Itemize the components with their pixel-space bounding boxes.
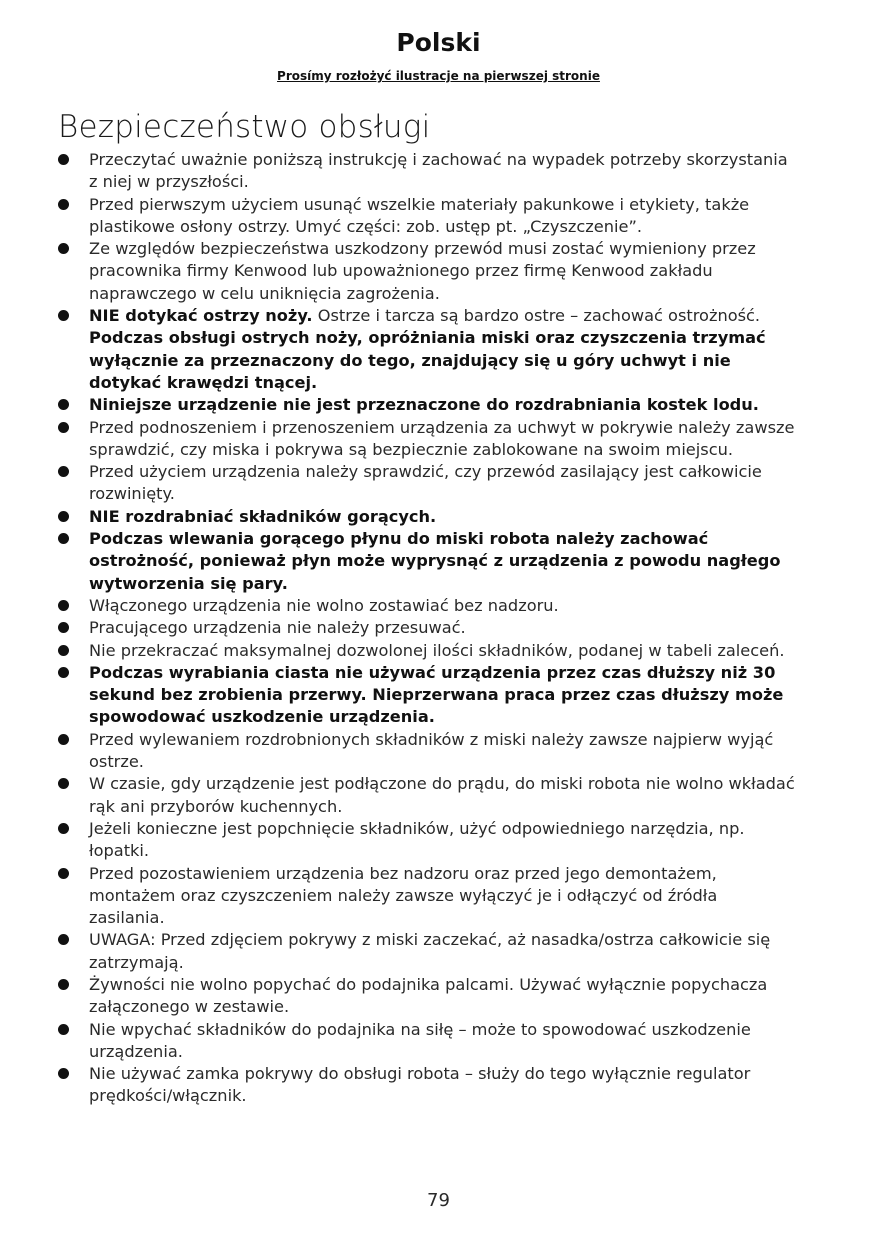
bullet-dot-icon (58, 1068, 69, 1079)
bullet-dot-icon (58, 1024, 69, 1035)
bullet-text: UWAGA: Przed zdjęciem pokrywy z miski zaczekać, aż nasadka/ostrza całkowicie się zatrzymają. (89, 930, 771, 972)
bullet-dot-icon (58, 667, 69, 678)
bullet-dot-icon (58, 154, 69, 165)
bullet-dot-icon (58, 778, 69, 789)
safety-bullet-item (56, 617, 796, 639)
bullet-dot-icon (58, 934, 69, 945)
bullet-text: Przed pozostawieniem urządzenia bez nadzoru oraz przed jego demontażem, montażem oraz czyszczeniem należy zawsze wyłączyć je i odłączyć od źródła zasilania. (89, 863, 718, 928)
bullet-text-bold: Niniejsze urządzenie nie jest przeznaczone do rozdrabniania kostek lodu. (89, 395, 759, 415)
bullet-text: Żywności nie wolno popychać do podajnika palcami. Używać wyłącznie popychacza załączonego w zestawie. (89, 974, 768, 1017)
bullet-text: Przed pierwszym użyciem usunąć wszelkie materiały pakunkowe i etykiety, także plastikowe osłony ostrzy. Umyć części: zob. ustęp pt. „Czyszczenie”. (89, 194, 750, 236)
bullet-dot-icon (58, 422, 69, 433)
bullet-text: Włączonego urządzenia nie wolno zostawiać bez nadzoru. (89, 595, 559, 615)
bullet-dot-icon (58, 399, 69, 410)
safety-bullet-list (56, 149, 796, 1108)
bullet-dot-icon (58, 979, 69, 990)
bullet-dot-icon (58, 645, 69, 656)
safety-bullet-item (56, 1063, 796, 1108)
bullet-dot-icon (58, 511, 69, 522)
safety-bullet-item (56, 773, 796, 818)
bullet-text: Ze względów bezpieczeństwa uszkodzony przewód musi zostać wymieniony przez pracownika firmy Kenwood lub upoważnionego przez firmę Kenwood zakładu naprawczego w celu uniknięcia zagrożenia. (89, 239, 756, 303)
safety-bullet-item (56, 238, 796, 305)
bullet-text: Przed użyciem urządzenia należy sprawdzić, czy przewód zasilający jest całkowicie rozwinięty. (89, 462, 762, 504)
bullet-text: Pracującego urządzenia nie należy przesuwać. (89, 618, 466, 638)
safety-bullet-item (56, 929, 796, 974)
bullet-dot-icon (58, 868, 69, 879)
bullet-text: Jeżeli konieczne jest popchnięcie składników, użyć odpowiedniego narzędzia, np. łopatki. (89, 818, 745, 861)
bullet-text-bold: Podczas wlewania gorącego płynu do miski robota należy zachować ostrożność, ponieważ płyn może wyprysnąć z urządzenia z powodu nagłego wytworzenia się pary. (89, 529, 781, 593)
safety-bullet-item (56, 729, 796, 774)
bullet-text: Nie wpychać składników do podajnika na siłę – może to spowodować uszkodzenie urządzenia. (89, 1019, 751, 1061)
safety-bullet-item (56, 417, 796, 462)
bullet-text: Przed podnoszeniem i przenoszeniem urządzenia za uchwyt w pokrywie należy zawsze sprawdzić, czy miska i pokrywa są bezpiecznie zablokowane na swoim miejscu. (89, 417, 795, 459)
bullet-dot-icon (58, 533, 69, 544)
bullet-text-bold: NIE rozdrabniać składników gorących. (89, 506, 437, 526)
safety-bullet-item (56, 194, 796, 239)
safety-bullet-item (56, 818, 796, 863)
safety-bullet-item (56, 394, 796, 416)
safety-bullet-item (56, 305, 796, 394)
page-number: 79 (427, 1190, 450, 1211)
bullet-text: Przed wylewaniem rozdrobnionych składników z miski należy zawsze najpierw wyjąć ostrze. (89, 729, 774, 772)
safety-bullet-item (56, 640, 796, 662)
bullet-text: Ostrze i tarcza są bardzo ostre – zachować ostrożność. (312, 306, 761, 326)
safety-bullet-item (56, 974, 796, 1019)
safety-bullet-item (56, 506, 796, 528)
bullet-dot-icon (58, 600, 69, 611)
bullet-text: Nie używać zamka pokrywy do obsługi robota – służy do tego wyłącznie regulator prędkości/włącznik. (89, 1064, 751, 1106)
section-title: Bezpieczeństwo obsługi (58, 109, 431, 145)
bullet-text: Nie przekraczać maksymalnej dozwolonej ilości składników, podanej w tabeli zaleceń. (89, 640, 785, 660)
bullet-text: Przeczytać uważnie poniższą instrukcję i zachować na wypadek potrzeby skorzystania z niej w przyszłości. (89, 150, 788, 192)
safety-bullet-item (56, 662, 796, 729)
safety-bullet-item (56, 528, 796, 595)
safety-bullet-item (56, 149, 796, 194)
page-header (0, 26, 877, 84)
bullet-dot-icon (58, 622, 69, 633)
bullet-text-bold: NIE dotykać ostrzy noży. (89, 306, 313, 326)
illustrations-note: Prosímy rozłożyć ilustracje na pierwszej stronie (277, 69, 600, 83)
bullet-dot-icon (58, 243, 69, 254)
safety-bullet-item (56, 863, 796, 930)
bullet-text-bold: Podczas wyrabiania ciasta nie używać urządzenia przez czas dłuższy niż 30 sekund bez zrobienia przerwy. Nieprzerwana praca przez czas dłuższy może spowodować uszkodzenie urządzenia. (89, 662, 784, 727)
bullet-dot-icon (58, 310, 69, 321)
safety-bullet-item (56, 461, 796, 506)
safety-bullet-item (56, 1019, 796, 1064)
bullet-dot-icon (58, 199, 69, 210)
bullet-text: W czasie, gdy urządzenie jest podłączone do prądu, do miski robota nie wolno wkładać rąk ani przyborów kuchennych. (89, 774, 795, 816)
bullet-dot-icon (58, 734, 69, 745)
bullet-dot-icon (58, 466, 69, 477)
bullet-dot-icon (58, 823, 69, 834)
bullet-text-bold: Podczas obsługi ostrych noży, opróżniania miski oraz czyszczenia trzymać wyłącznie za przeznaczony do tego, znajdujący się u góry uchwyt i nie dotykać krawędzi tnącej. (89, 328, 766, 392)
safety-bullet-item (56, 595, 796, 617)
language-heading: Polski (396, 28, 481, 57)
